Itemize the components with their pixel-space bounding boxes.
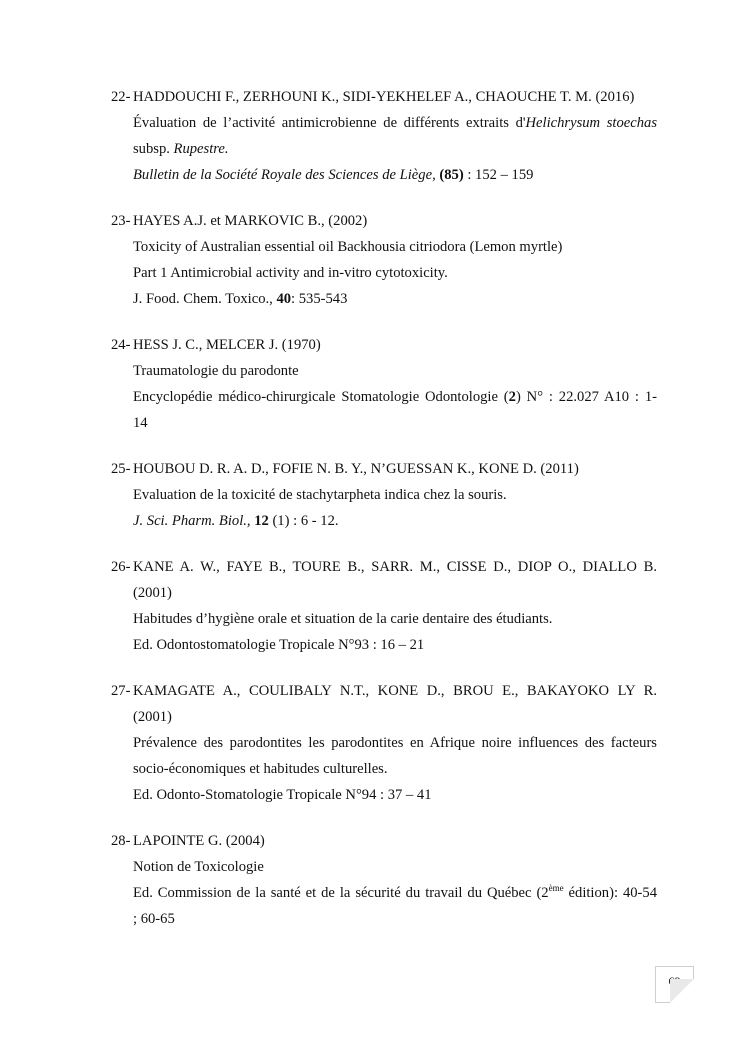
reference-number: 27- <box>111 683 131 699</box>
references-list <box>0 84 745 952</box>
reference-number: 25- <box>111 461 131 477</box>
reference-authors: HOUBOU D. R. A. D., FOFIE N. B. Y., N’GUESSAN K., KONE D. (2011) <box>133 461 579 477</box>
page-number: 69 <box>668 974 681 988</box>
reference-number: 28- <box>111 833 131 849</box>
reference-number: 22- <box>111 89 131 105</box>
reference-title: Prévalence des parodontites les parodontites en Afrique noire influences des facteurs <box>133 735 657 751</box>
reference-title-cont: Part 1 Antimicrobial activity and in-vitro cytotoxicity. <box>133 265 448 281</box>
reference-authors: HESS J. C., MELCER J. (1970) <box>133 337 321 353</box>
reference-authors: LAPOINTE G. (2004) <box>133 833 265 849</box>
reference-source: Bulletin de la Société Royale des Sciences de Liège, (85) : 152 – 159 <box>133 167 534 183</box>
reference-year: (2001) <box>133 709 172 725</box>
reference-item <box>0 332 745 436</box>
reference-source: J. Sci. Pharm. Biol., 12 (1) : 6 - 12. <box>133 513 339 529</box>
reference-source: Ed. Commission de la santé et de la sécurité du travail du Québec (2ème édition): 40-54 <box>133 883 657 901</box>
reference-title: Évaluation de l’activité antimicrobienne de différents extraits d'Helichrysum stoechas <box>133 115 657 131</box>
reference-year: (2001) <box>133 585 172 601</box>
reference-source-cont: 14 <box>133 415 148 431</box>
page-curl-icon <box>670 979 694 1003</box>
reference-item <box>0 84 745 188</box>
reference-authors: KANE A. W., FAYE B., TOURE B., SARR. M., CISSE D., DIOP O., DIALLO B. <box>133 559 657 575</box>
reference-authors: HAYES A.J. et MARKOVIC B., (2002) <box>133 213 368 229</box>
page-number-box <box>655 966 694 1003</box>
reference-title: Evaluation de la toxicité de stachytarpheta indica chez la souris. <box>133 487 507 503</box>
reference-title: Toxicity of Australian essential oil Backhousia citriodora (Lemon myrtle) <box>133 239 563 255</box>
reference-item <box>0 208 745 312</box>
reference-item <box>0 828 745 932</box>
reference-authors: HADDOUCHI F., ZERHOUNI K., SIDI-YEKHELEF A., CHAOUCHE T. M. (2016) <box>133 89 635 105</box>
reference-number: 24- <box>111 337 131 353</box>
reference-number: 23- <box>111 213 131 229</box>
reference-title: Traumatologie du parodonte <box>133 363 299 379</box>
reference-title-cont: socio-économiques et habitudes culturelles. <box>133 761 388 777</box>
reference-authors: KAMAGATE A., COULIBALY N.T., KONE D., BROU E., BAKAYOKO LY R. <box>133 683 657 699</box>
reference-title: Habitudes d’hygiène orale et situation de la carie dentaire des étudiants. <box>133 611 553 627</box>
reference-item <box>0 678 745 808</box>
reference-item <box>0 554 745 658</box>
reference-title-cont: subsp. Rupestre. <box>133 141 229 157</box>
reference-source: Ed. Odontostomatologie Tropicale N°93 : 16 – 21 <box>133 637 425 653</box>
reference-title: Notion de Toxicologie <box>133 859 264 875</box>
reference-source: Ed. Odonto-Stomatologie Tropicale N°94 : 37 – 41 <box>133 787 432 803</box>
reference-source: J. Food. Chem. Toxico., 40: 535-543 <box>133 291 348 307</box>
reference-source-cont: ; 60-65 <box>133 911 175 927</box>
reference-number: 26- <box>111 559 131 575</box>
reference-item <box>0 456 745 534</box>
reference-source: Encyclopédie médico-chirurgicale Stomatologie Odontologie (2) N° : 22.027 A10 : 1- <box>133 389 657 405</box>
